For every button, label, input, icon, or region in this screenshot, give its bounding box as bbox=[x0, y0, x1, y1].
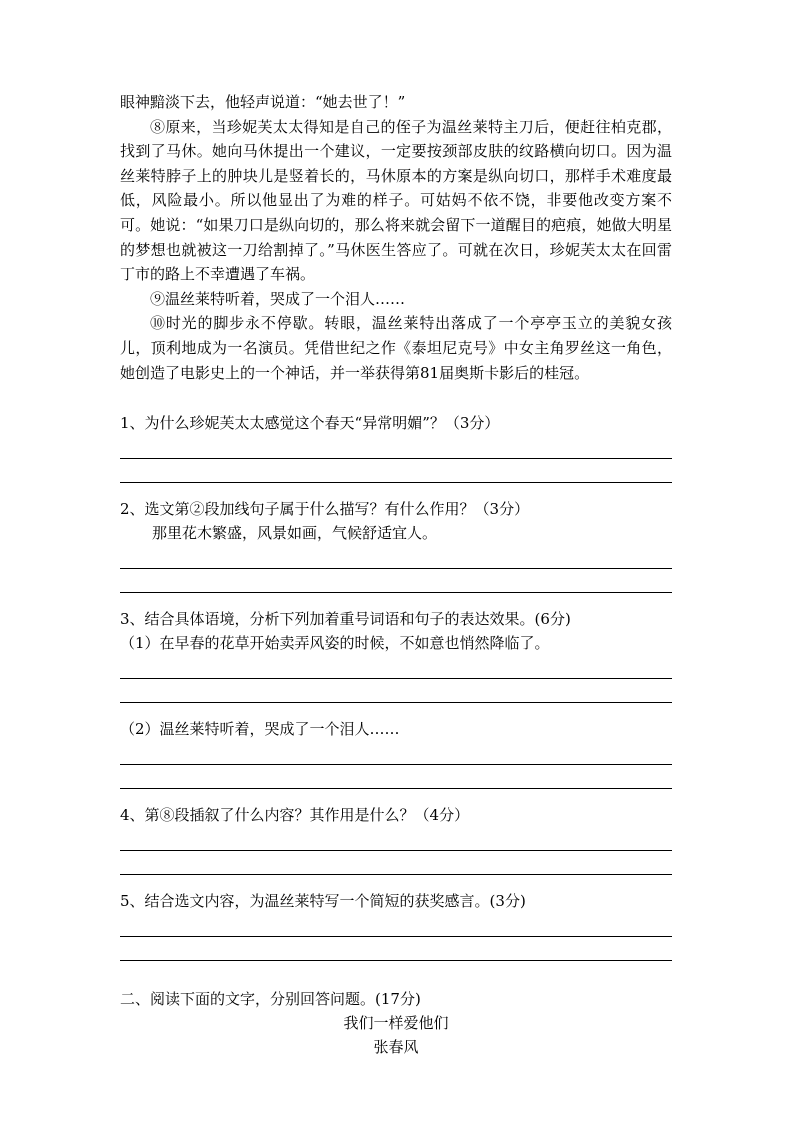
answer-line[interactable] bbox=[120, 913, 672, 937]
answer-line[interactable] bbox=[120, 435, 672, 459]
spacer bbox=[120, 703, 672, 717]
question-3-part-1: （1）在早春的花草开始卖弄风姿的时候，不如意也悄然降临了。 bbox=[120, 634, 550, 653]
passage-continuation: 眼神黯淡下去，他轻声说道：“她去世了！” bbox=[120, 93, 406, 111]
answer-line[interactable] bbox=[120, 569, 672, 593]
question-2: 2、选文第②段加线句子属于什么描写？有什么作用？（3分） bbox=[120, 500, 530, 519]
question-5: 5、结合选文内容，为温丝莱特写一个简短的获奖感言。(3分) bbox=[120, 892, 526, 911]
spacer bbox=[120, 875, 672, 889]
section-2-heading: 二、阅读下面的文字，分别回答问题。(17分) bbox=[120, 990, 421, 1009]
question-1: 1、为什么珍妮芙太太感觉这个春天“异常明媚”？（3分） bbox=[120, 414, 500, 433]
passage-paragraph-10: ⑩时光的脚步永不停歇。转眼，温丝莱特出落成了一个亭亭玉立的美貌女孩儿，顶利地成为一名演员。凭借世纪之作《泰坦尼克号》中女主角罗丝这一角色，她创造了电影史上的一个神话，并一举获得第81届奥斯卡影后的桂冠。 bbox=[120, 314, 672, 382]
answer-line[interactable] bbox=[120, 765, 672, 789]
question-3-block bbox=[120, 607, 672, 789]
answer-line[interactable] bbox=[120, 851, 672, 875]
question-4: 4、第⑧段插叙了什么内容？其作用是什么？（4分） bbox=[120, 806, 470, 825]
spacer bbox=[120, 593, 672, 607]
answer-line[interactable] bbox=[120, 459, 672, 483]
passage-paragraph-9: ⑨温丝莱特听着，哭成了一个泪人…… bbox=[150, 289, 406, 308]
answer-line[interactable] bbox=[120, 679, 672, 703]
spacer bbox=[120, 789, 672, 803]
question-4-block bbox=[120, 803, 672, 875]
question-2-quote: 那里花木繁盛，风景如画，气候舒适宜人。 bbox=[152, 524, 438, 543]
question-3: 3、结合具体语境，分析下列加着重号词语和句子的表达效果。(6分) bbox=[120, 610, 571, 629]
article-title: 我们一样爱他们 bbox=[343, 1014, 449, 1033]
answer-line[interactable] bbox=[120, 741, 672, 765]
document-page bbox=[120, 90, 672, 1059]
answer-line[interactable] bbox=[120, 545, 672, 569]
spacer bbox=[120, 385, 672, 411]
question-2-block bbox=[120, 497, 672, 593]
question-5-block bbox=[120, 889, 672, 961]
answer-line[interactable] bbox=[120, 655, 672, 679]
article-author: 张春风 bbox=[373, 1038, 419, 1057]
answer-line[interactable] bbox=[120, 827, 672, 851]
spacer bbox=[120, 483, 672, 497]
answer-line[interactable] bbox=[120, 937, 672, 961]
question-3-part-2: （2）温丝莱特听着，哭成了一个泪人…… bbox=[120, 720, 400, 739]
question-1-block bbox=[120, 411, 672, 483]
spacer bbox=[120, 961, 672, 987]
passage-paragraph-8: ⑧原来，当珍妮芙太太得知是自己的侄子为温丝莱特主刀后，便赶往柏克郡，找到了马休。她向马休提出一个建议，一定要按颈部皮肤的纹路横向切口。因为温丝莱特脖子上的肿块儿是竖着长的，马休原本的方案是纵向切口，那样手术难度最低，风险最小。所以他显出了为难的样子。可姑妈不依不饶，非要他改变方案不可。她说：“如果刀口是纵向切的，那么将来就会留下一道醒目的疤痕，她做大明星的梦想也就被这一刀给割掉了。”马休医生答应了。可就在次日，珍妮芙太太在回雷丁市的路上不幸遭遇了车祸。 bbox=[120, 117, 672, 284]
